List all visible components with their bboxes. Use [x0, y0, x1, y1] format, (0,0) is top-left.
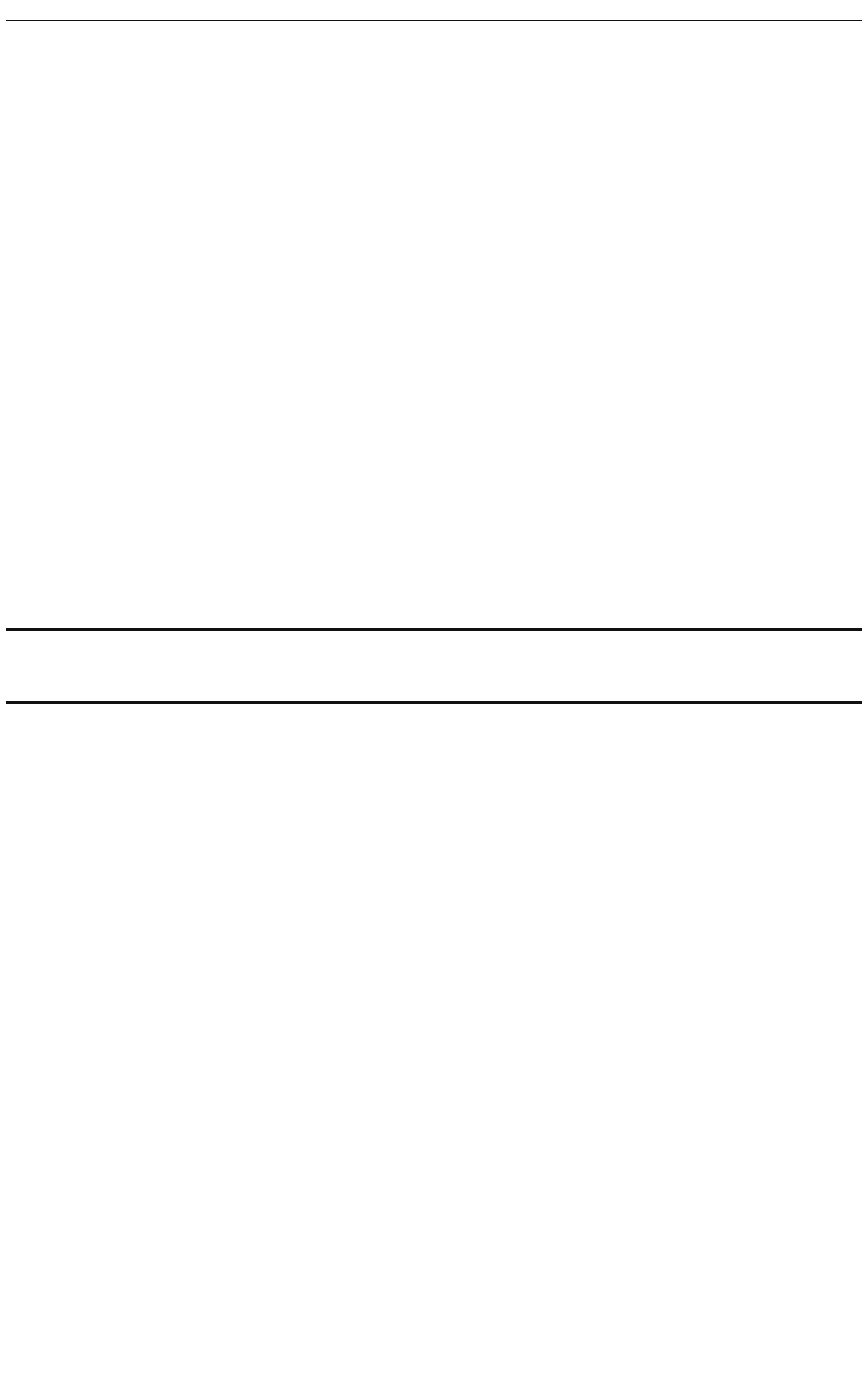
- classified-listings: [6, 24, 862, 624]
- service-guide-listings: [6, 702, 862, 1378]
- page-header: [6, 4, 862, 21]
- home-service-guide-banner: [6, 628, 862, 704]
